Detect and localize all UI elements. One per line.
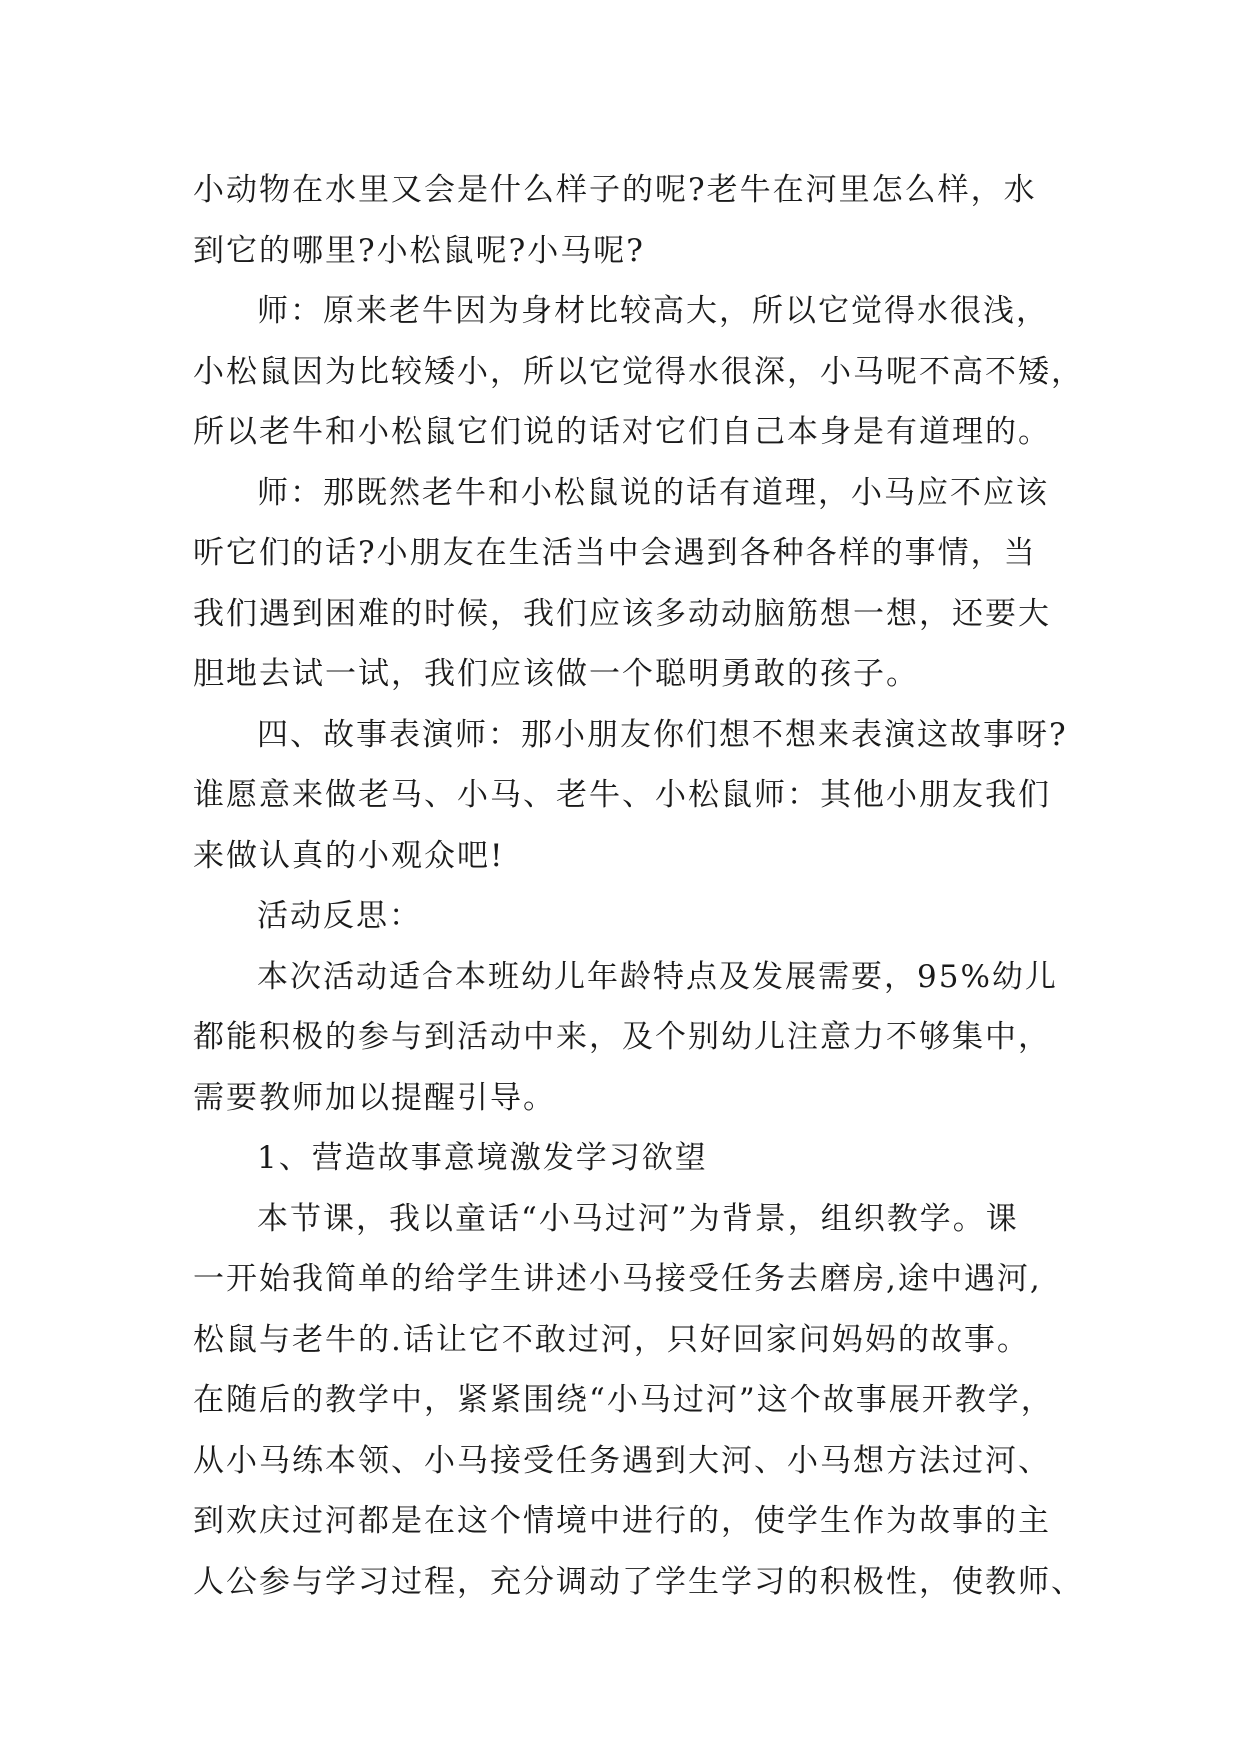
section-heading: 1、营造故事意境激发学习欲望 [257, 1140, 708, 1176]
text-line: 本节课，我以童话“小马过河”为背景，组织教学。课 [257, 1200, 1019, 1237]
paragraph-8 [193, 1189, 1084, 1613]
paragraph-3 [193, 463, 1055, 705]
text-line: 所以老牛和小松鼠它们说的话对它们自己本身是有道理的。 [193, 414, 1051, 450]
text-line: 本次活动适合本班幼儿年龄特点及发展需要，95%幼儿 [257, 958, 1058, 995]
text-line: 到它的哪里?小松鼠呢?小马呢? [193, 232, 645, 269]
text-line: 一开始我简单的给学生讲述小马接受任务去磨房,途中遇河, [193, 1261, 1042, 1297]
paragraph-7 [193, 1128, 1055, 1189]
document-body [193, 160, 1084, 1612]
text-line: 小松鼠因为比较矮小，所以它觉得水很深，小马呢不高不矮， [193, 353, 1084, 390]
paragraph-5 [193, 886, 1055, 947]
text-line: 我们遇到困难的时候，我们应该多动动脑筋想一想，还要大 [193, 595, 1051, 632]
text-line: 从小马练本领、小马接受任务遇到大河、小马想方法过河、 [193, 1442, 1051, 1479]
text-line: 松鼠与老牛的.话让它不敢过河，只好回家问妈妈的故事。 [193, 1321, 1030, 1358]
section-heading: 活动反思： [257, 898, 422, 934]
text-line: 听它们的话?小朋友在生活当中会遇到各种各样的事情，当 [193, 535, 1037, 571]
text-line: 到欢庆过河都是在这个情境中进行的，使学生作为故事的主 [193, 1503, 1051, 1539]
paragraph-2 [193, 281, 1084, 463]
text-line: 四、故事表演师：那小朋友你们想不想来表演这故事呀? [257, 716, 1068, 753]
text-line: 师：那既然老牛和小松鼠说的话有道理，小马应不应该 [257, 474, 1049, 511]
text-line: 都能积极的参与到活动中来，及个别幼儿注意力不够集中， [193, 1019, 1051, 1055]
text-line: 胆地去试一试，我们应该做一个聪明勇敢的孩子。 [193, 656, 919, 692]
paragraph-1 [193, 160, 1055, 281]
paragraph-6 [193, 947, 1058, 1129]
text-line: 人公参与学习过程，充分调动了学生学习的积极性，使教师、 [193, 1563, 1084, 1600]
text-line: 在随后的教学中，紧紧围绕“小马过河”这个故事展开教学， [193, 1382, 1054, 1418]
text-line: 小动物在水里又会是什么样子的呢?老牛在河里怎么样，水 [193, 172, 1037, 208]
paragraph-4 [193, 705, 1068, 887]
text-line: 谁愿意来做老马、小马、老牛、小松鼠师：其他小朋友我们 [193, 777, 1051, 813]
text-line: 需要教师加以提醒引导。 [193, 1079, 556, 1116]
text-line: 来做认真的小观众吧! [193, 837, 505, 874]
text-line: 师：原来老牛因为身材比较高大，所以它觉得水很浅， [257, 293, 1049, 329]
